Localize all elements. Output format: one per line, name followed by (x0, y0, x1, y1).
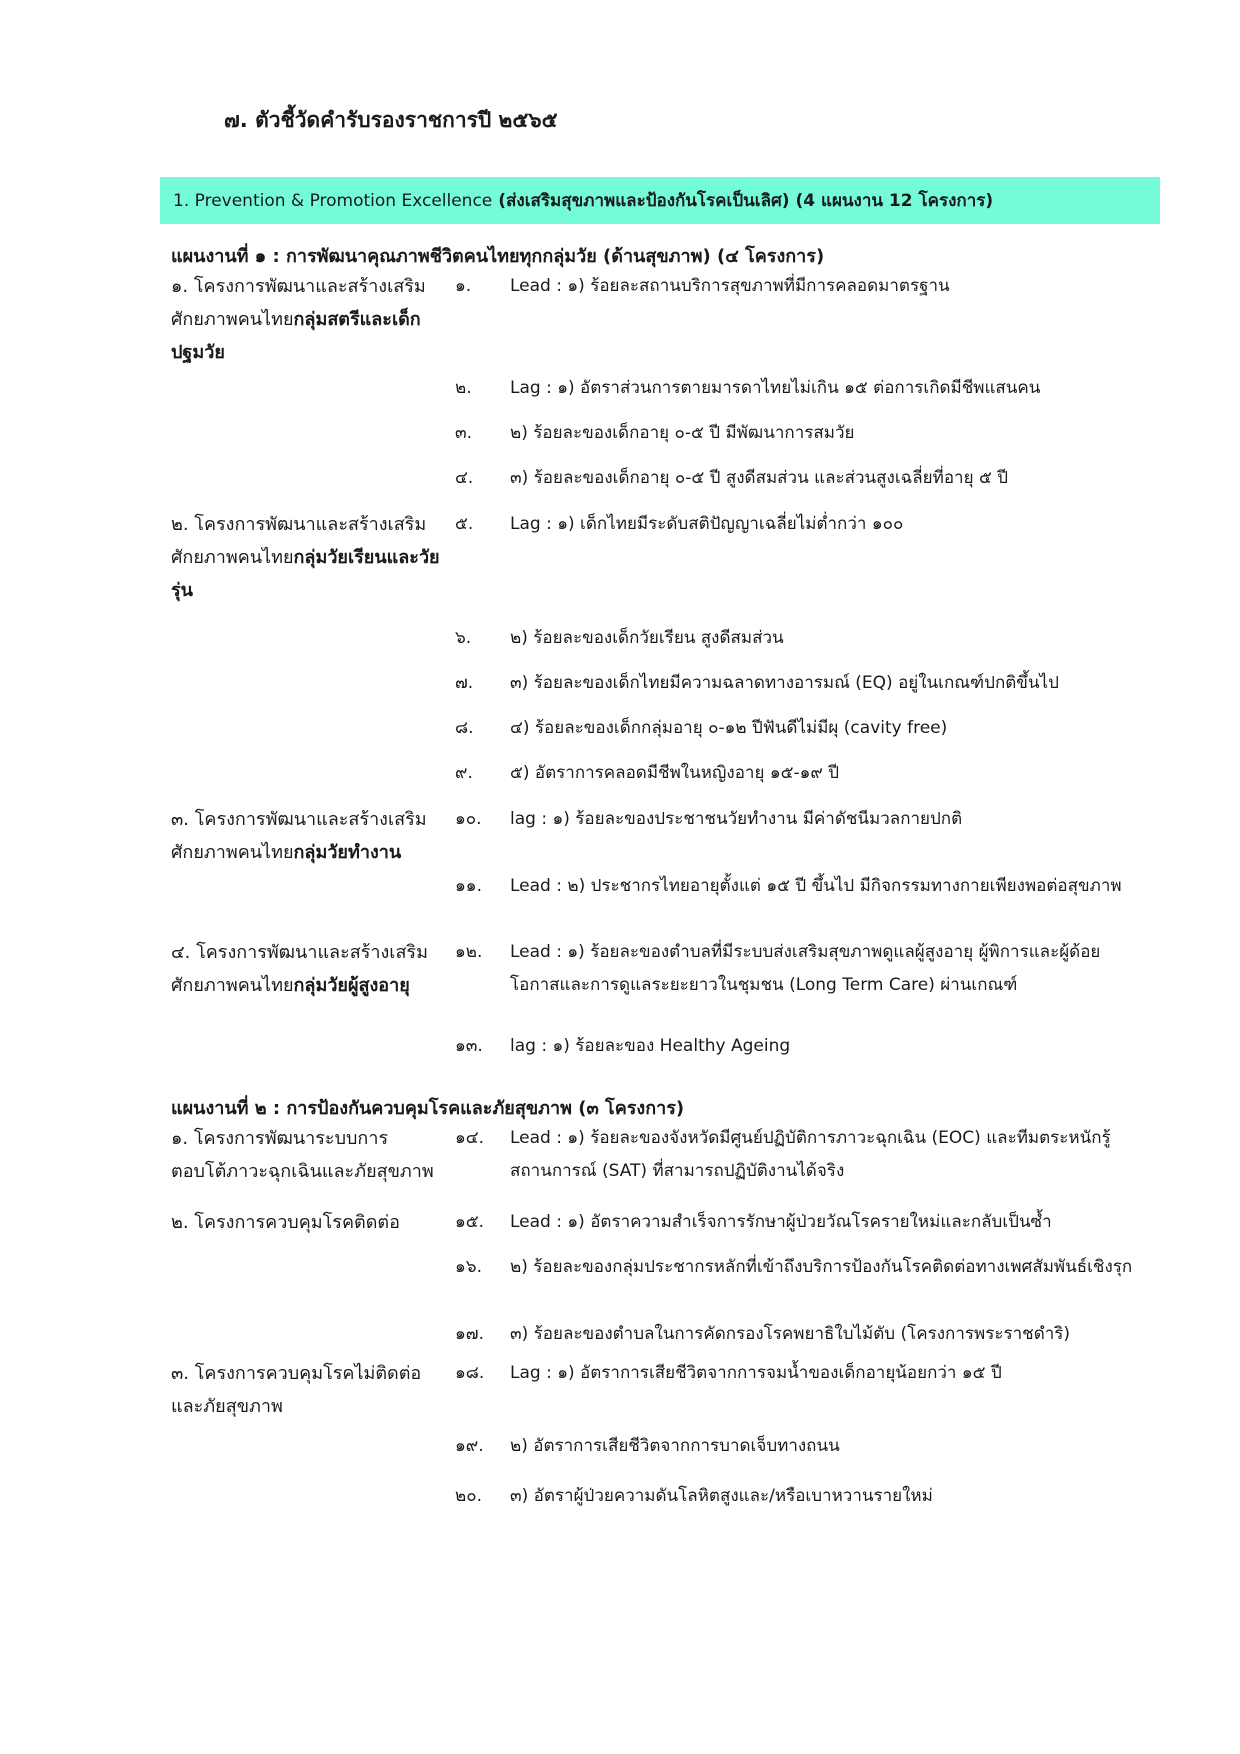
project-target-group: กลุ่มวัยผู้สูงอายุ (293, 975, 410, 996)
project-2-1 (171, 1122, 441, 1188)
indicator-number: ๑๙. (455, 1436, 484, 1456)
project-label: ๔. โครงการพัฒนาและสร้างเสริมศักยภาพคนไทย (171, 942, 428, 996)
project-2-3 (171, 1357, 441, 1423)
project-label: ๒. โครงการพัฒนาและสร้างเสริมศักยภาพคนไทย (171, 514, 427, 568)
indicator-number: ๕. (455, 514, 474, 534)
indicator-text: ๓) อัตราผู้ป่วยความดันโลหิตสูงและ/หรือเบาหวานรายใหม่ (510, 1486, 933, 1506)
indicator-number: ๑๔. (455, 1128, 485, 1148)
indicator-number: ๑๗. (455, 1324, 484, 1344)
indicator-number: ๙. (455, 763, 473, 783)
indicator-number: ๑๕. (455, 1212, 485, 1232)
indicator-text: ๓) ร้อยละของเด็กอายุ ๐-๕ ปี สูงดีสมส่วน และส่วนสูงเฉลี่ยที่อายุ ๕ ปี (510, 468, 1009, 488)
indicator-text: Lag : ๑) อัตราส่วนการตายมารดาไทยไม่เกิน ๑๕ ต่อการเกิดมีชีพแสนคน (510, 378, 1041, 398)
section-banner (160, 177, 1160, 224)
indicator-number: ๒. (455, 378, 472, 398)
indicator-text: Lag : ๑) เด็กไทยมีระดับสติปัญญาเฉลี่ยไม่ต่ำกว่า ๑๐๐ (510, 514, 904, 534)
indicator-text: Lead : ๑) ร้อยละของตำบลที่มีระบบส่งเสริมสุขภาพดูแลผู้สูงอายุ ผู้พิการและผู้ด้อยโอกาสและการดูแลระยะยาวในชุมชน (Long Term Care) ผ่านเกณฑ์ (510, 942, 1101, 995)
indicator-text: ๒) ร้อยละของเด็กอายุ ๐-๕ ปี มีพัฒนาการสมวัย (510, 423, 855, 443)
indicator-text: Lag : ๑) อัตราการเสียชีวิตจากการจมน้ำของเด็กอายุน้อยกว่า ๑๕ ปี (510, 1363, 1002, 1383)
banner-suffix: (ส่งเสริมสุขภาพและป้องกันโรคเป็นเลิศ) (4 แผนงาน 12 โครงการ) (498, 191, 994, 211)
indicator-text: Lead : ๒) ประชากรไทยอายุตั้งแต่ ๑๕ ปี ขึ้นไป มีกิจกรรมทางกายเพียงพอต่อสุขภาพ (510, 876, 1122, 896)
indicator-text: ๕) อัตราการคลอดมีชีพในหญิงอายุ ๑๕-๑๙ ปี (510, 763, 840, 783)
indicator-number: ๓. (455, 423, 473, 443)
indicator-number: ๑๐. (455, 809, 482, 829)
project-1-2 (171, 508, 441, 607)
indicator-text: ๒) ร้อยละของกลุ่มประชากรหลักที่เข้าถึงบริการป้องกันโรคติดต่อทางเพศสัมพันธ์เชิงรุก (510, 1257, 1133, 1277)
indicator-text: lag : ๑) ร้อยละของ Healthy Ageing (510, 1036, 791, 1056)
project-target-group: กลุ่มสตรีและเด็กปฐมวัย (171, 309, 421, 363)
indicator-text: ๓) ร้อยละของตำบลในการคัดกรองโรคพยาธิใบไม้ตับ (โครงการพระราชดำริ) (510, 1324, 1071, 1344)
project-1-1 (171, 270, 441, 369)
project-label: ๓. โครงการควบคุมโรคไม่ติดต่อและภัยสุขภาพ (171, 1363, 422, 1417)
project-label: ๑. โครงการพัฒนาและสร้างเสริมศักยภาพคนไทย (171, 276, 426, 330)
project-label: ๒. โครงการควบคุมโรคติดต่อ (171, 1212, 400, 1233)
indicator-text: ๔) ร้อยละของเด็กกลุ่มอายุ ๐-๑๒ ปีฟันดีไม่มีผุ (cavity free) (510, 718, 948, 738)
project-label: ๓. โครงการพัฒนาและสร้างเสริมศักยภาพคนไทย (171, 809, 427, 863)
project-label: ๑. โครงการพัฒนาระบบการตอบโต้ภาวะฉุกเฉินและภัยสุขภาพ (171, 1128, 434, 1182)
project-2-2 (171, 1206, 441, 1239)
project-target-group: กลุ่มวัยทำงาน (293, 842, 402, 863)
indicator-number: ๗. (455, 673, 474, 693)
indicator-text: ๒) ร้อยละของเด็กวัยเรียน สูงดีสมส่วน (510, 628, 784, 648)
indicator-number: ๑๒. (455, 942, 483, 962)
page-title: ๗. ตัวชี้วัดคำรับรองราชการปี ๒๕๖๕ (224, 108, 558, 132)
indicator-text: Lead : ๑) อัตราความสำเร็จการรักษาผู้ป่วยวัณโรครายใหม่และกลับเป็นซ้ำ (510, 1212, 1052, 1232)
indicator-number: ๑๖. (455, 1257, 482, 1277)
project-1-3 (171, 803, 441, 869)
indicator-number: ๑๓. (455, 1036, 483, 1056)
indicator-text: Lead : ๑) ร้อยละของจังหวัดมีศูนย์ปฏิบัติการภาวะฉุกเฉิน (EOC) และทีมตระหนักรู้สถานการณ์ (SAT) ที่สามารถปฏิบัติงานได้จริง (510, 1128, 1111, 1181)
plan-heading-1: แผนงานที่ ๑ : การพัฒนาคุณภาพชีวิตคนไทยทุกกลุ่มวัย (ด้านสุขภาพ) (๔ โครงการ) (171, 246, 825, 267)
indicator-text: lag : ๑) ร้อยละของประชาชนวัยทำงาน มีค่าดัชนีมวลกายปกติ (510, 809, 963, 829)
project-target-group: กลุ่มวัยเรียนและวัยรุ่น (171, 547, 440, 601)
plan-heading-2: แผนงานที่ ๒ : การป้องกันควบคุมโรคและภัยสุขภาพ (๓ โครงการ) (171, 1098, 685, 1119)
indicator-number: ๑๘. (455, 1363, 485, 1383)
indicator-number: ๘. (455, 718, 474, 738)
indicator-number: ๖. (455, 628, 472, 648)
project-1-4 (171, 936, 441, 1002)
indicator-text: ๓) ร้อยละของเด็กไทยมีความฉลาดทางอารมณ์ (EQ) อยู่ในเกณฑ์ปกติขึ้นไป (510, 673, 1059, 693)
indicator-text: Lead : ๑) ร้อยละสถานบริการสุขภาพที่มีการคลอดมาตรฐาน (510, 276, 950, 296)
indicator-number: ๑. (455, 276, 472, 296)
indicator-number: ๒๐. (455, 1486, 482, 1506)
indicator-text: ๒) อัตราการเสียชีวิตจากการบาดเจ็บทางถนน (510, 1436, 840, 1456)
indicator-number: ๑๑. (455, 876, 482, 896)
indicator-number: ๔. (455, 468, 474, 488)
banner-prefix: 1. Prevention & Promotion Excellence (173, 190, 493, 211)
